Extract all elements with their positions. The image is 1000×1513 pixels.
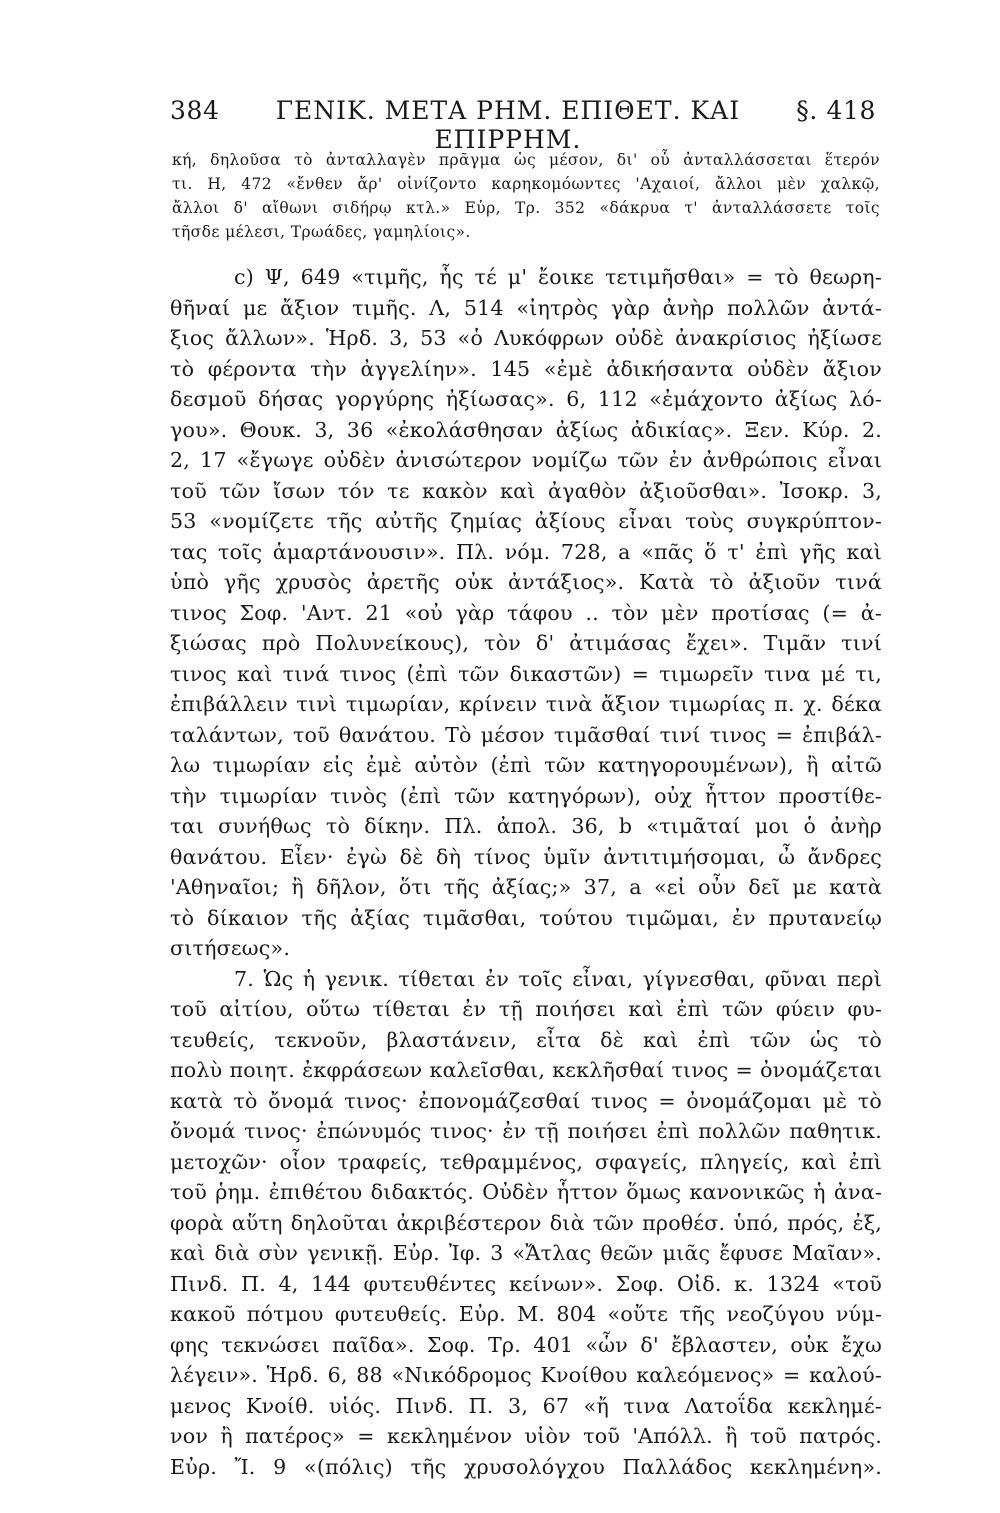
- paragraph-line: γου». Θουκ. 3, 36 «ἐκολάσθησαν ἀξίως ἀδικίας». Ξεν. Κύρ. 2.: [170, 417, 882, 442]
- paragraph-line: ὄνομά τινος· ἐπώνυμός τινος· ἐν τῇ ποιήσει ἐπὶ πολλῶν παθητικ.: [170, 1119, 882, 1143]
- paragraph-line: τὸ δίκαιον τῆς ἀξίας τιμᾶσθαι, τούτου τιμῶμαι, ἐν πρυτανείῳ: [170, 905, 882, 930]
- paragraph-line: καὶ διὰ σὺν γενικῇ. Εὐρ. Ἰφ. 3 «Ἄτλας θεῶν μιᾶς ἔφυσε Μαῖαν».: [170, 1241, 882, 1265]
- paragraph-line: λω τιμωρίαν εἰς ἐμὲ αὐτὸν (ἐπὶ τῶν κατηγορουμένων), ἢ αἰτῶ: [170, 753, 882, 777]
- paragraph-line: Εὐρ. Ἴ. 9 «(πόλις) τῆς χρυσολόγχου Παλλάδος κεκλημένη».: [170, 1454, 882, 1479]
- paragraph-line: δεσμοῦ δήσας γοργύρης ἠξίωσας». 6, 112 «ἐμάχοντο ἀξίως λό-: [170, 387, 882, 411]
- paragraph-line: 'Αθηναῖοι; ἢ δῆλον, ὅτι τῆς ἀξίας;» 37, a «εἰ οὖν δεῖ με κατὰ: [170, 875, 882, 899]
- paragraph-line: φης τεκνώσει παῖδα». Σοφ. Τρ. 401 «ὧν δ' ἔβλαστεν, οὐκ ἔχω: [170, 1332, 882, 1357]
- paragraph-line: λέγειν». Ἡρδ. 6, 88 «Νικόδρομος Κνοίθου καλεόμενος» = καλού-: [170, 1363, 882, 1387]
- footnote-line: ἄλλοι δ' αἴθωνι σιδήρῳ κτλ.» Εὐρ, Τρ. 352 «δάκρυα τ' ἀνταλλάσσετε τοῖς: [172, 199, 880, 217]
- paragraph-line: τὴν τιμωρίαν τινὸς (ἐπὶ τῶν κατηγόρων), οὐχ ἧττον προστίθε-: [170, 783, 882, 808]
- footnote-line: τι. Η, 472 «ἔνθεν ἄρ' οἰνίζοντο καρηκομόωντες 'Αχαιοί, ἄλλοι μὲν χαλκῷ,: [172, 175, 880, 193]
- paragraph-line: 53 «νομίζετε τῆς αὐτῆς ζημίας ἀξίους εἶναι τοὺς συγκρύπτον-: [170, 509, 882, 533]
- paragraph-line: θῆναί με ἄξιον τιμῆς. Λ, 514 «ἰητρὸς γὰρ ἀνὴρ πολλῶν ἀντά-: [170, 295, 882, 320]
- paragraph-line: τοῦ αἰτίου, οὕτω τίθεται ἐν τῇ ποιήσει καὶ ἐπὶ τῶν φύειν φυ-: [170, 997, 882, 1021]
- paragraph-line: 7. Ὡς ἡ γενικ. τίθεται ἐν τοῖς εἶναι, γίγνεσθαι, φῦναι περὶ: [234, 966, 882, 991]
- paragraph-line: μενος Κνοίθ. υἱός. Πινδ. Π. 3, 67 «ἤ τινα Λατοΐδα κεκλημέ-: [170, 1393, 882, 1418]
- running-header: [170, 96, 876, 154]
- footnote-block: [172, 148, 880, 244]
- paragraph-line: [170, 1482, 882, 1513]
- footnote-line: τῆσδε μέλεσι, Τρωάδες, γαμηλίοις».: [172, 223, 471, 241]
- paragraph-line: τινος Σοφ. 'Αντ. 21 «οὐ γὰρ τάφου .. τὸν μὲν προτίσας (= ἀ-: [170, 600, 882, 625]
- paragraph-line: πολὺ ποιητ. ἐκφράσεων καλεῖσθαι, κεκλῆσθαί τινος = ὀνομάζεται: [170, 1058, 882, 1082]
- paragraph-line: ξιώσας πρὸ Πολυνείκους), τὸν δ' ἀτιμάσας ἔχει». Τιμᾶν τινί: [170, 631, 882, 655]
- paragraph-line: ται συνήθως τὸ δίκην. Πλ. ἀπολ. 36, b «τιμᾶταί μοι ὁ ἀνὴρ: [170, 814, 882, 838]
- paragraph-line: τὸ φέροντα τὴν ἀγγελίην». 145 «ἐμὲ ἀδικήσαντα οὐδὲν ἄξιον: [170, 356, 882, 381]
- paragraph-line: c) Ψ, 649 «τιμῆς, ἧς τέ μ' ἔοικε τετιμῆσθαι» = τὸ θεωρη-: [234, 265, 882, 289]
- section-number: §. 418: [796, 96, 876, 125]
- paragraph-line: τινος καὶ τινά τινος (ἐπὶ τῶν δικαστῶν) = τιμωρεῖν τινα μέ τι,: [170, 661, 882, 686]
- page-number: 384: [170, 96, 220, 125]
- footnote-line: κή, δηλοῦσα τὸ ἀνταλλαγὲν πρᾶγμα ὡς μέσον, δι' οὗ ἀνταλλάσσεται ἕτερόν: [172, 151, 880, 169]
- paragraph-line: κακοῦ πότμου φυτευθείς. Εὐρ. Μ. 804 «οὔτε τῆς νεοζύγου νύμ-: [170, 1302, 882, 1326]
- paragraph-line: 2, 17 «ἔγωγε οὐδὲν ἀνισώτερον νομίζω τῶν ἐν ἀνθρώποις εἶναι: [170, 448, 882, 472]
- paragraph-line: φορὰ αὕτη δηλοῦται ἀκριβέστερον διὰ τῶν προθέσ. ὑπό, πρός, ἐξ,: [170, 1210, 882, 1235]
- paragraph-line: τοῦ ῥημ. ἐπιθέτου διδακτός. Οὐδὲν ἧττον ὅμως κανονικῶς ἡ ἀνα-: [170, 1180, 882, 1204]
- paragraph-line: Πινδ. Π. 4, 144 φυτευθέντες κείνων». Σοφ. Οἰδ. κ. 1324 «τοῦ: [170, 1271, 882, 1296]
- paragraph-line: τοῦ τῶν ἴσων τόν τε κακὸν καὶ ἀγαθὸν ἀξιοῦσθαι». Ἰσοκρ. 3,: [170, 478, 882, 503]
- running-title: ΓΕΝΙΚ. ΜΕΤΑ ΡΗΜ. ΕΠΙΘΕΤ. ΚΑΙ ΕΠΙΡΡΗΜ.: [275, 96, 741, 154]
- paragraph-line: θανάτου. Εἶεν· ἐγὼ δὲ δὴ τίνος ὑμῖν ἀντιτιμήσομαι, ὦ ἄνδρες: [170, 844, 882, 869]
- paragraph-line: νον ἢ πατέρος» = κεκλημένον υἱὸν τοῦ 'Απόλλ. ἢ τοῦ πατρός.: [170, 1424, 882, 1448]
- body-text: [170, 262, 882, 1513]
- paragraph-line: ξιος ἄλλων». Ἡρδ. 3, 53 «ὁ Λυκόφρων οὐδὲ ἀνακρίσιος ἠξίωσε: [170, 326, 882, 350]
- paragraph-line: τευθείς, τεκνοῦν, βλαστάνειν, εἶτα δὲ καὶ ἐπὶ τῶν ὡς τὸ: [170, 1027, 882, 1052]
- paragraph-line: μετοχῶν· οἷον τραφείς, τεθραμμένος, σφαγείς, πληγείς, καὶ ἐπὶ: [170, 1149, 882, 1174]
- paragraph-line: ἐπιβάλλειν τινὶ τιμωρίαν, κρίνειν τινὰ ἄξιον τιμωρίας π. χ. δέκα: [170, 692, 882, 716]
- paragraph-line: ὑπὸ γῆς χρυσὸς ἀρετῆς οὐκ ἀντάξιος». Κατὰ τὸ ἀξιοῦν τινά: [170, 570, 882, 594]
- paragraph-line: σιτήσεως».: [170, 936, 291, 960]
- paragraph-line: κατὰ τὸ ὄνομά τινος· ἐπονομάζεσθαί τινος = ὀνομάζομαι μὲ τὸ: [170, 1088, 882, 1113]
- paragraph-line: τας τοῖς ἁμαρτάνουσιν». Πλ. νόμ. 728, a «πᾶς ὅ τ' ἐπὶ γῆς καὶ: [170, 539, 882, 564]
- paragraph-line: ταλάντων, τοῦ θανάτου. Τὸ μέσον τιμᾶσθαί τινί τινος = ἐπιβάλ-: [170, 722, 882, 747]
